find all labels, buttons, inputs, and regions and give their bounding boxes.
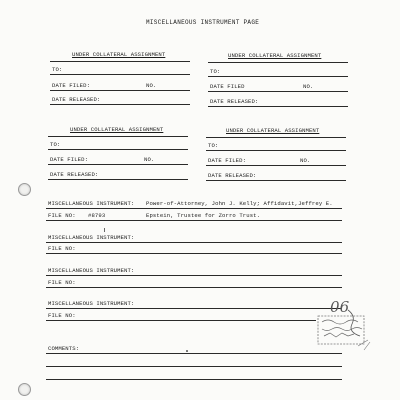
instrument-1-file-line [46, 220, 342, 221]
assignment-3-date-released-line [48, 179, 188, 180]
assignment-2-no-label: NO. [303, 83, 314, 90]
instrument-1-file-no-value: #8793 [88, 212, 106, 219]
assignment-1-date-released-line [50, 104, 190, 105]
instrument-4-file-no-label: FILE NO: [48, 312, 76, 319]
instrument-2-file-line [46, 253, 342, 254]
assignment-1-date-filed-line [50, 90, 190, 91]
page-title: MISCELLANEOUS INSTRUMENT PAGE [146, 19, 260, 26]
assignment-1-date-released-label: DATE RELEASED: [52, 96, 101, 103]
comments-line-2 [46, 366, 342, 367]
handwritten-mark: 06 [330, 298, 350, 316]
stray-dot [186, 350, 188, 352]
instrument-3-line [46, 275, 342, 276]
assignment-3-date-released-label: DATE RELEASED: [50, 171, 99, 178]
assignment-2-heading-rule [208, 62, 348, 63]
assignment-3-heading: UNDER COLLATERAL ASSIGNMENT [70, 126, 164, 133]
assignment-2-date-filed-line [208, 91, 348, 92]
rubber-stamp-icon [314, 298, 372, 354]
instrument-1-value-line2: Epstein, Trustee for Zorro Trust. [146, 212, 261, 219]
assignment-1-no-label: NO. [146, 82, 157, 89]
assignment-4-heading-rule [206, 137, 346, 138]
instrument-2-file-no-label: FILE NO: [48, 245, 76, 252]
assignment-4-date-filed-line [206, 165, 346, 166]
assignment-1-heading-rule [50, 61, 190, 62]
assignment-1-heading: UNDER COLLATERAL ASSIGNMENT [72, 51, 166, 58]
assignment-4-date-released-line [206, 180, 346, 181]
assignment-4-no-label: NO. [300, 157, 311, 164]
instrument-2-label: MISCELLANEOUS INSTRUMENT: [48, 234, 135, 241]
assignment-3-date-filed-label: DATE FILED: [50, 156, 89, 163]
instrument-1-line [46, 208, 342, 209]
assignment-2-heading: UNDER COLLATERAL ASSIGNMENT [228, 52, 322, 59]
instrument-3-file-line [46, 287, 342, 288]
instrument-1-label: MISCELLANEOUS INSTRUMENT: [48, 200, 135, 207]
assignment-2-to-label: TO: [210, 68, 221, 75]
assignment-4-date-released-label: DATE RELEASED: [208, 172, 257, 179]
instrument-1-file-no-label: FILE NO: [48, 212, 76, 219]
instrument-4-file-line [46, 320, 316, 321]
punch-hole-bottom [18, 383, 31, 396]
assignment-4-to-label: TO: [208, 142, 219, 149]
comments-line-3 [46, 379, 342, 380]
instrument-4-label: MISCELLANEOUS INSTRUMENT: [48, 300, 135, 307]
stray-mark [104, 228, 107, 232]
comments-line-1 [46, 353, 342, 354]
instrument-3-file-no-label: FILE NO: [48, 279, 76, 286]
assignment-1-to-label: TO: [52, 66, 63, 73]
assignment-3-heading-rule [48, 136, 188, 137]
assignment-3-no-label: NO. [144, 156, 155, 163]
assignment-1-date-filed-label: DATE FILED: [52, 82, 91, 89]
assignment-4-to-line [206, 150, 346, 151]
assignment-2-date-released-label: DATE RELEASED: [210, 98, 259, 105]
instrument-4-line [46, 308, 342, 309]
punch-hole-top [18, 183, 31, 196]
assignment-3-to-line [48, 149, 188, 150]
instrument-1-value: Power-of-Attorney, John J. Kelly; Affidavit,Jeffrey E. [146, 200, 333, 207]
assignment-4-heading: UNDER COLLATERAL ASSIGNMENT [226, 127, 320, 134]
assignment-3-to-label: TO: [50, 141, 61, 148]
assignment-2-to-line [208, 76, 348, 77]
instrument-3-label: MISCELLANEOUS INSTRUMENT: [48, 267, 135, 274]
assignment-3-date-filed-line [48, 164, 188, 165]
assignment-2-date-filed-label: DATE FILED [210, 83, 245, 90]
assignment-2-date-released-line [208, 106, 348, 107]
assignment-1-to-line [50, 74, 190, 75]
assignment-4-date-filed-label: DATE FILED: [208, 157, 247, 164]
instrument-2-line [46, 242, 342, 243]
comments-label: COMMENTS: [48, 345, 80, 352]
